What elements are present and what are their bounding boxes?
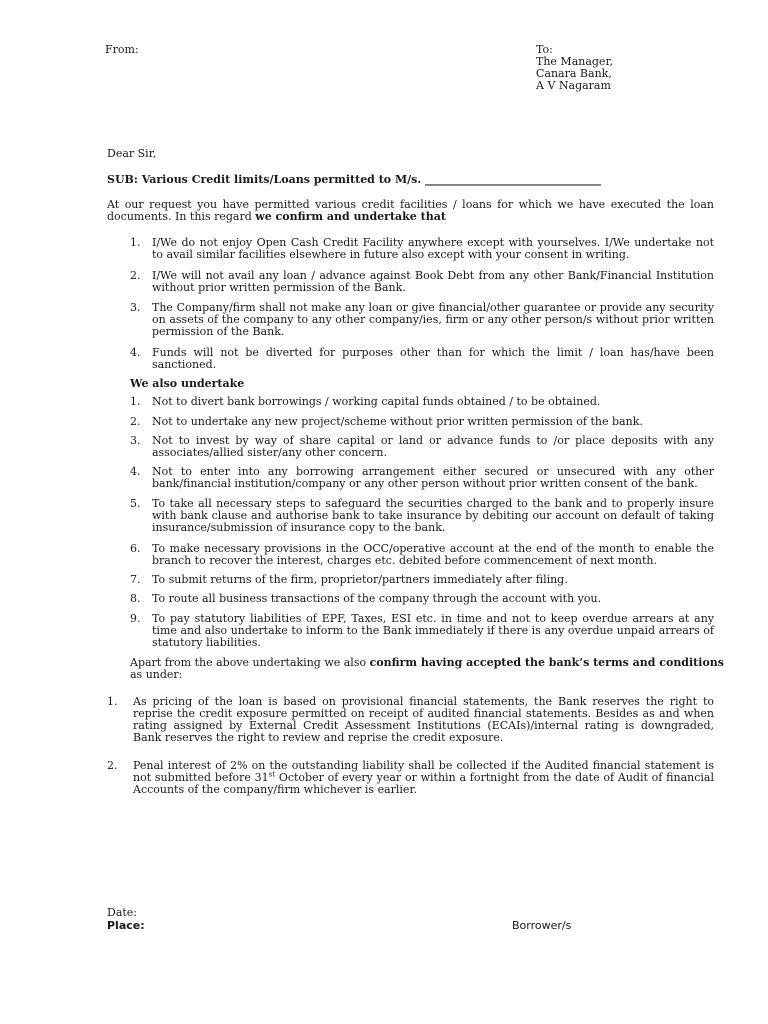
list2-num-5: 5. <box>130 497 141 510</box>
apart-text: Apart from the above undertaking we also <box>130 656 370 669</box>
to-label: To: <box>536 43 553 56</box>
list2-item-3: Not to invest by way of share capital or land or advance funds to /or place deposits with any associates/allied sister/any other concern. <box>152 434 714 459</box>
subject-line: SUB: Various Credit limits/Loans permitted to M/s. ________________________________ <box>107 173 602 186</box>
list2-num-2: 2. <box>130 415 141 428</box>
list2-num-6: 6. <box>130 542 141 555</box>
list1-num-4: 4. <box>130 346 141 359</box>
apart-bold: confirm having accepted the bank’s terms and conditions <box>369 656 724 669</box>
list2-item-2: Not to undertake any new project/scheme without prior written permission of the bank. <box>152 415 643 428</box>
list2-num-4: 4. <box>130 465 141 478</box>
terms-item-2-after: October of every year or within a fortnight from the date of Audit of financial Accounts of the company/firm whichever is earlier. <box>133 771 714 796</box>
from-label: From: <box>105 43 139 56</box>
terms-num-1: 1. <box>107 695 118 708</box>
list2-num-3: 3. <box>130 434 141 447</box>
list1-item-4: Funds will not be diverted for purposes other than for which the limit / loan has/have been sanctioned. <box>152 346 714 371</box>
list1-num-1: 1. <box>130 236 141 249</box>
intro-paragraph <box>107 199 714 223</box>
list1-item-1: I/We do not enjoy Open Cash Credit Facility anywhere except with yourselves. I/We undertake not to avail similar facilities elsewhere in future also except with your consent in writing. <box>152 236 714 261</box>
list2-num-9: 9. <box>130 612 141 625</box>
date-label: Date: <box>107 906 138 919</box>
terms-item-1: As pricing of the loan is based on provisional financial statements, the Bank reserves the right to reprise the credit exposure permitted on receipt of audited financial statements. Besides as and when rating assigned by External Credit Assessment Institutions (ECAIs)/internal rating is downgraded, Bank reserves the right to review and reprise the credit exposure. <box>133 695 714 744</box>
list2-num-1: 1. <box>130 395 141 408</box>
terms-item-2-before: Penal interest of 2% on the outstanding liability shall be collected if the Audited financial statement is not submitted before 31 <box>133 759 714 784</box>
terms-item-2 <box>133 760 714 796</box>
list2-item-1: Not to divert bank borrowings / working capital funds obtained / to be obtained. <box>152 395 601 408</box>
list2-item-9: To pay statutory liabilities of EPF, Taxes, ESI etc. in time and not to keep overdue arrears at any time and also undertake to inform to the Bank immediately if there is any overdue unpaid arrears of statutory liabilities. <box>152 612 714 649</box>
also-undertake-heading: We also undertake <box>130 377 245 390</box>
terms-num-2: 2. <box>107 759 118 772</box>
apart-tail: as under: <box>130 668 183 681</box>
to-line-1: The Manager, <box>536 55 613 68</box>
list2-item-5: To take all necessary steps to safeguard the securities charged to the bank and to properly insure with bank clause and authorise bank to take insurance by debiting our account on default of taking insurance/submission of insurance copy to the bank. <box>152 497 714 534</box>
borrower-label: Borrower/s <box>512 919 572 932</box>
salutation: Dear Sir, <box>107 147 157 160</box>
list1-num-3: 3. <box>130 301 141 314</box>
to-line-2: Canara Bank, <box>536 67 612 80</box>
list1-item-3: The Company/firm shall not make any loan or give financial/other guarantee or provide any security on assets of the company to any other company/ies, firm or any other person/s without prior written permission of the Bank. <box>152 301 714 338</box>
list2-item-4: Not to enter into any borrowing arrangement either secured or unsecured with any other bank/financial institution/company or any other person without prior written consent of the bank. <box>152 465 714 490</box>
to-line-3: A V Nagaram <box>536 79 611 92</box>
intro-bold: we confirm and undertake that <box>255 210 446 223</box>
list2-item-7: To submit returns of the firm, proprietor/partners immediately after filing. <box>152 573 568 586</box>
terms-item-2-sup: st <box>268 770 276 779</box>
list1-num-2: 2. <box>130 269 141 282</box>
list2-num-7: 7. <box>130 573 141 586</box>
apart-paragraph <box>130 656 724 681</box>
list2-num-8: 8. <box>130 592 141 605</box>
to-block <box>536 44 613 92</box>
list2-item-8: To route all business transactions of the company through the account with you. <box>152 592 602 605</box>
list1-item-2: I/We will not avail any loan / advance against Book Debt from any other Bank/Financial Institution without prior written permission of the Bank. <box>152 269 714 294</box>
place-label: Place: <box>107 919 145 932</box>
intro-text: At our request you have permitted various credit facilities / loans for which we have executed the loan documents. In this regard <box>107 198 714 223</box>
list2-item-6: To make necessary provisions in the OCC/operative account at the end of the month to enable the branch to recover the interest, charges etc. debited before commencement of next month. <box>152 542 714 567</box>
